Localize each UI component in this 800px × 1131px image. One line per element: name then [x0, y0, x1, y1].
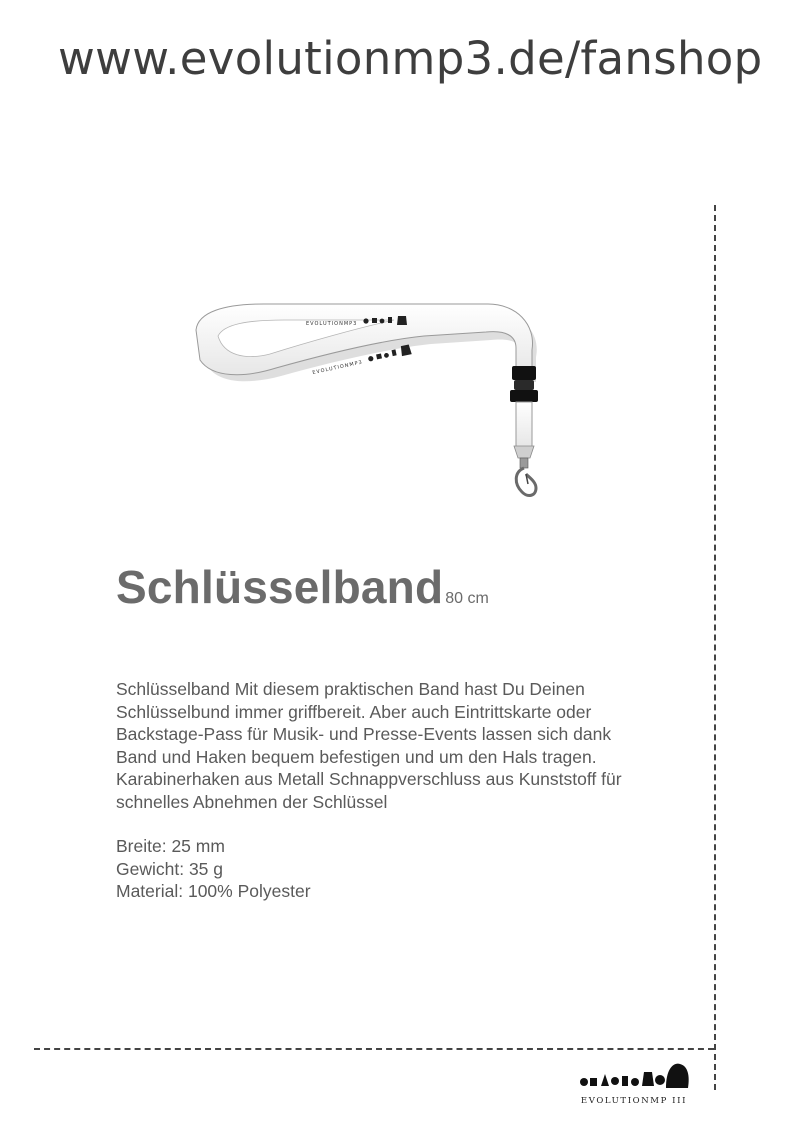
- product-specs: [116, 835, 311, 903]
- svg-text:EVOLUTIONMP3: EVOLUTIONMP3: [311, 359, 364, 377]
- spec-material: Material: 100% Polyester: [116, 881, 311, 901]
- product-description: [116, 678, 656, 813]
- dashed-horizontal-cut-line: [34, 1048, 714, 1050]
- description-text: Schlüsselband Mit diesem praktischen Band hast Du Deinen Schlüsselbund immer griffbereit. Aber auch Eintrittskarte oder Backstage-Pass für Musik- und Presse-Events lassen sich dank Band und Haken bequem befestigen und um den Hals tragen. Karabinerhaken aus Metall Schnappverschluss aus Kunststoff für schnelles Abnehmen der Schlüssel: [116, 679, 622, 812]
- product-title: Schlüsselband: [116, 561, 444, 613]
- product-size: 80 cm: [445, 590, 489, 607]
- product-title-row: [116, 560, 489, 614]
- evolutionmp3-logo: [574, 1056, 694, 1106]
- spec-width: Breite: 25 mm: [116, 836, 225, 856]
- band-silhouette-icon: [574, 1056, 694, 1094]
- spec-weight: Gewicht: 35 g: [116, 858, 223, 879]
- lanyard-product-image: [188, 298, 560, 510]
- logo-text: EVOLUTIONMP III: [580, 1096, 688, 1106]
- lanyard-print-top: EVOLUTIONMP3: [306, 321, 358, 327]
- shop-url[interactable]: www.evolutionmp3.de/fanshop: [58, 32, 763, 85]
- dashed-vertical-cut-line: [714, 205, 716, 1090]
